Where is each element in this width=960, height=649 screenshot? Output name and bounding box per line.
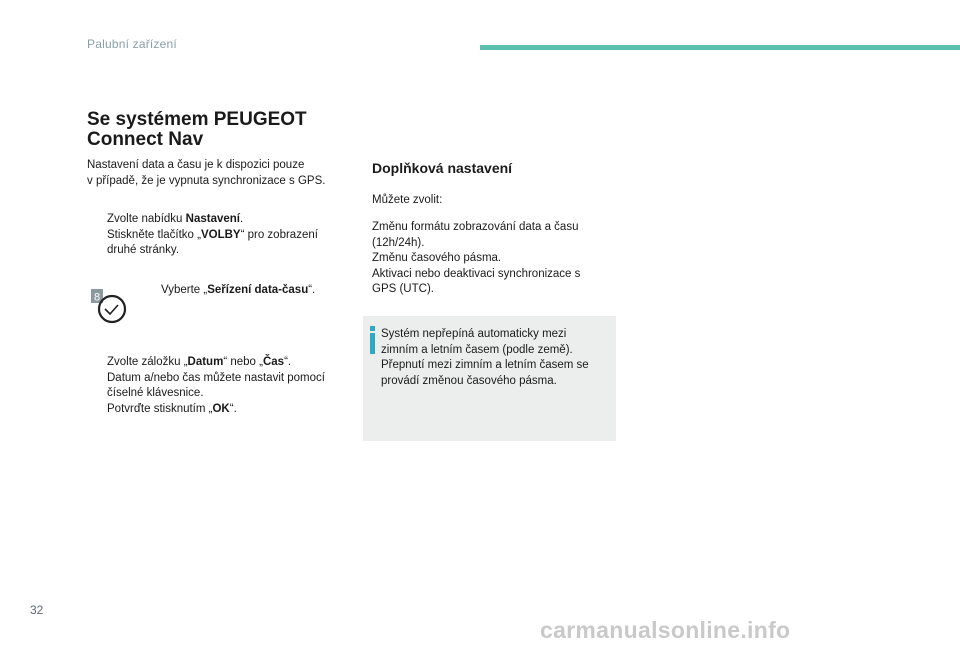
intro-paragraph	[87, 158, 325, 189]
option-line: Aktivaci nebo deaktivaci synchronizace s	[372, 267, 581, 280]
intro-line: Nastavení data a času je k dispozici pouze	[87, 159, 305, 171]
list-item: Datum a/nebo čas můžete nastavit pomocí číselné klávesnice.	[107, 371, 325, 399]
steps-list-b	[87, 355, 357, 417]
list-item: Zvolte nabídku Nastavení.	[107, 213, 244, 225]
list-item: Potvrďte stisknutím „OK“.	[107, 402, 237, 415]
icon-step	[141, 283, 361, 299]
section-title-line2: Connect Nav	[87, 129, 204, 150]
steps-list-a	[87, 212, 347, 259]
right-options	[372, 220, 612, 298]
list-item: Vyberte „Seřízení data-času“.	[161, 284, 316, 296]
header-accent-bar	[480, 45, 960, 50]
list-item: Stiskněte tlačítko „VOLBY“ pro zobrazení druhé stránky.	[107, 228, 318, 256]
section-title	[87, 110, 307, 150]
note-text: Systém nepřepíná automaticky mezi zimním a letním časem (podle země). Přepnutí mezi zimním a letním časem se provádí změnou časového pásma.	[381, 328, 589, 387]
running-header: Palubní zařízení	[87, 37, 177, 51]
watermark: carmanualsonline.info	[540, 617, 791, 643]
option-line: (12h/24h).	[372, 236, 425, 249]
option-line: GPS (UTC).	[372, 283, 434, 295]
clock-button-icon	[90, 287, 130, 325]
option-line: Změnu formátu zobrazování data a času	[372, 221, 579, 233]
page-number: 32	[30, 603, 44, 617]
option-line: Změnu časového pásma.	[372, 252, 502, 264]
info-icon	[370, 326, 375, 354]
step-badge: 8	[93, 291, 101, 304]
intro-line: v případě, že je vypnuta synchronizace s GPS.	[87, 174, 326, 187]
section-title-line1: Se systémem PEUGEOT	[87, 109, 307, 130]
subsection-title: Doplňková nastavení	[372, 160, 513, 176]
info-note-box	[363, 316, 616, 441]
right-intro: Můžete zvolit:	[372, 194, 443, 206]
list-item: Zvolte záložku „Datum“ nebo „Čas“.	[107, 356, 292, 368]
